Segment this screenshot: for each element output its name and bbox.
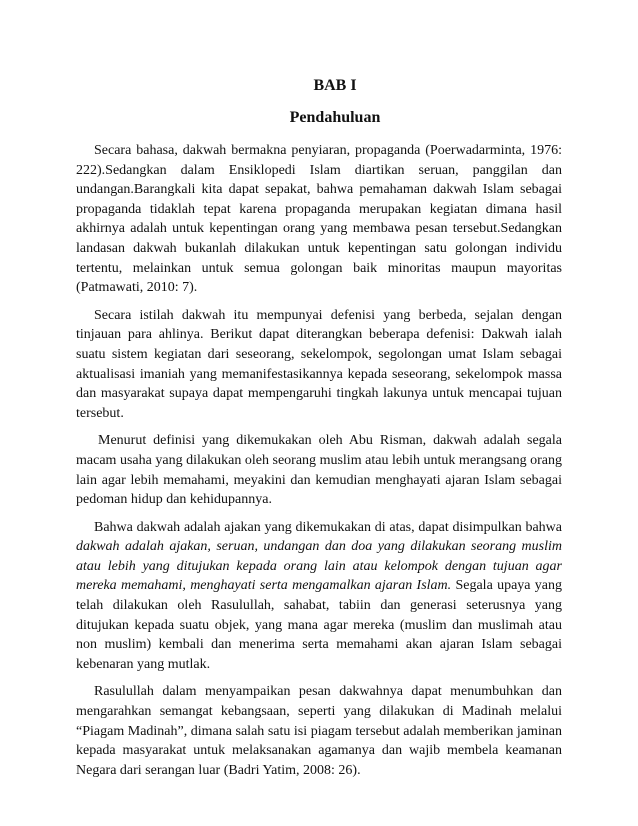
paragraph-4-definition: dakwah adalah ajakan, seruan, undangan dan doa yang dilakukan seorang muslim atau lebih yang ditujukan kepada orang lain atau kelompok dengan tujuan agar mereka memahami, menghayati serta mengamalkan ajaran Islam. [76, 539, 562, 594]
chapter-title: Pendahuluan [289, 109, 381, 126]
paragraph-3: Menurut definisi yang dikemukakan oleh Abu Risman, dakwah adalah segala macam usaha yang dilakukan oleh seorang muslim atau lebih untuk merangsang orang lain agar lebih memahami, meyakini dan kemudian menghayati ajaran Islam sebagai pedoman hidup dan kehidupannya. [76, 433, 562, 508]
paragraph-4-intro: Bahwa dakwah adalah ajakan yang dikemukakan di atas, dapat disimpulkan bahwa [94, 519, 562, 535]
document-body [76, 141, 562, 788]
paragraph-2: Secara istilah dakwah itu mempunyai defenisi yang berbeda, sejalan dengan tinjauan para ahlinya. Berikut dapat diterangkan beberapa defenisi: Dakwah ialah suatu sistem kegiatan dari seseorang, sekelompok, segolongan umat Islam sebagai aktualisasi imaniah yang memanifestasikannya kepada seseorang, sekelompok massa dan masyarakat supaya dapat mempengaruhi tingkah lakunya untuk mencapai tujuan tersebut. [76, 307, 562, 421]
paragraph-4 [76, 518, 562, 675]
paragraph-4-rest: Segala upaya yang telah dilakukan oleh Rasulullah, sahabat, tabiin dan generasi seterusnya yang ditujukan kepada suatu objek, yang mana agar mereka (muslim dan muslimah atau non muslim) kembali dan menerima serta memahami akan ajaran Islam sebagai kebenaran yang mutlak. [76, 578, 563, 672]
paragraph-5: Rasulullah dalam menyampaikan pesan dakwahnya dapat menumbuhkan dan mengarahkan semangat kebangsaan, seperti yang dilakukan di Madinah melalui “Piagam Madinah”, dimana salah satu isi piagam tersebut adalah memberikan jaminan kepada masyarakat untuk melaksanakan agamanya dan wajib membela keamanan Negara dari serangan luar (Badri Yatim, 2008: 26). [76, 684, 562, 778]
chapter-heading: BAB I [313, 77, 357, 94]
paragraph-1: Secara bahasa, dakwah bermakna penyiaran, propaganda (Poerwadarminta, 1976: 222).Sedangkan dalam Ensiklopedi Islam diartikan seruan, panggilan dan undangan.Barangkali kita dapat sepakat, bahwa pemahaman dakwah Islam sebagai propaganda tidaklah tepat karena propaganda merupakan kegiatan dimana hasil akhirnya adalah untuk kepentingan orang yang membawa pesan tersebut.Sedangkan landasan dakwah bukanlah dilakukan untuk kepentingan satu golongan individu tertentu, melainkan untuk semua golongan baik minoritas maupun mayoritas (Patmawati, 2010: 7). [76, 143, 562, 296]
